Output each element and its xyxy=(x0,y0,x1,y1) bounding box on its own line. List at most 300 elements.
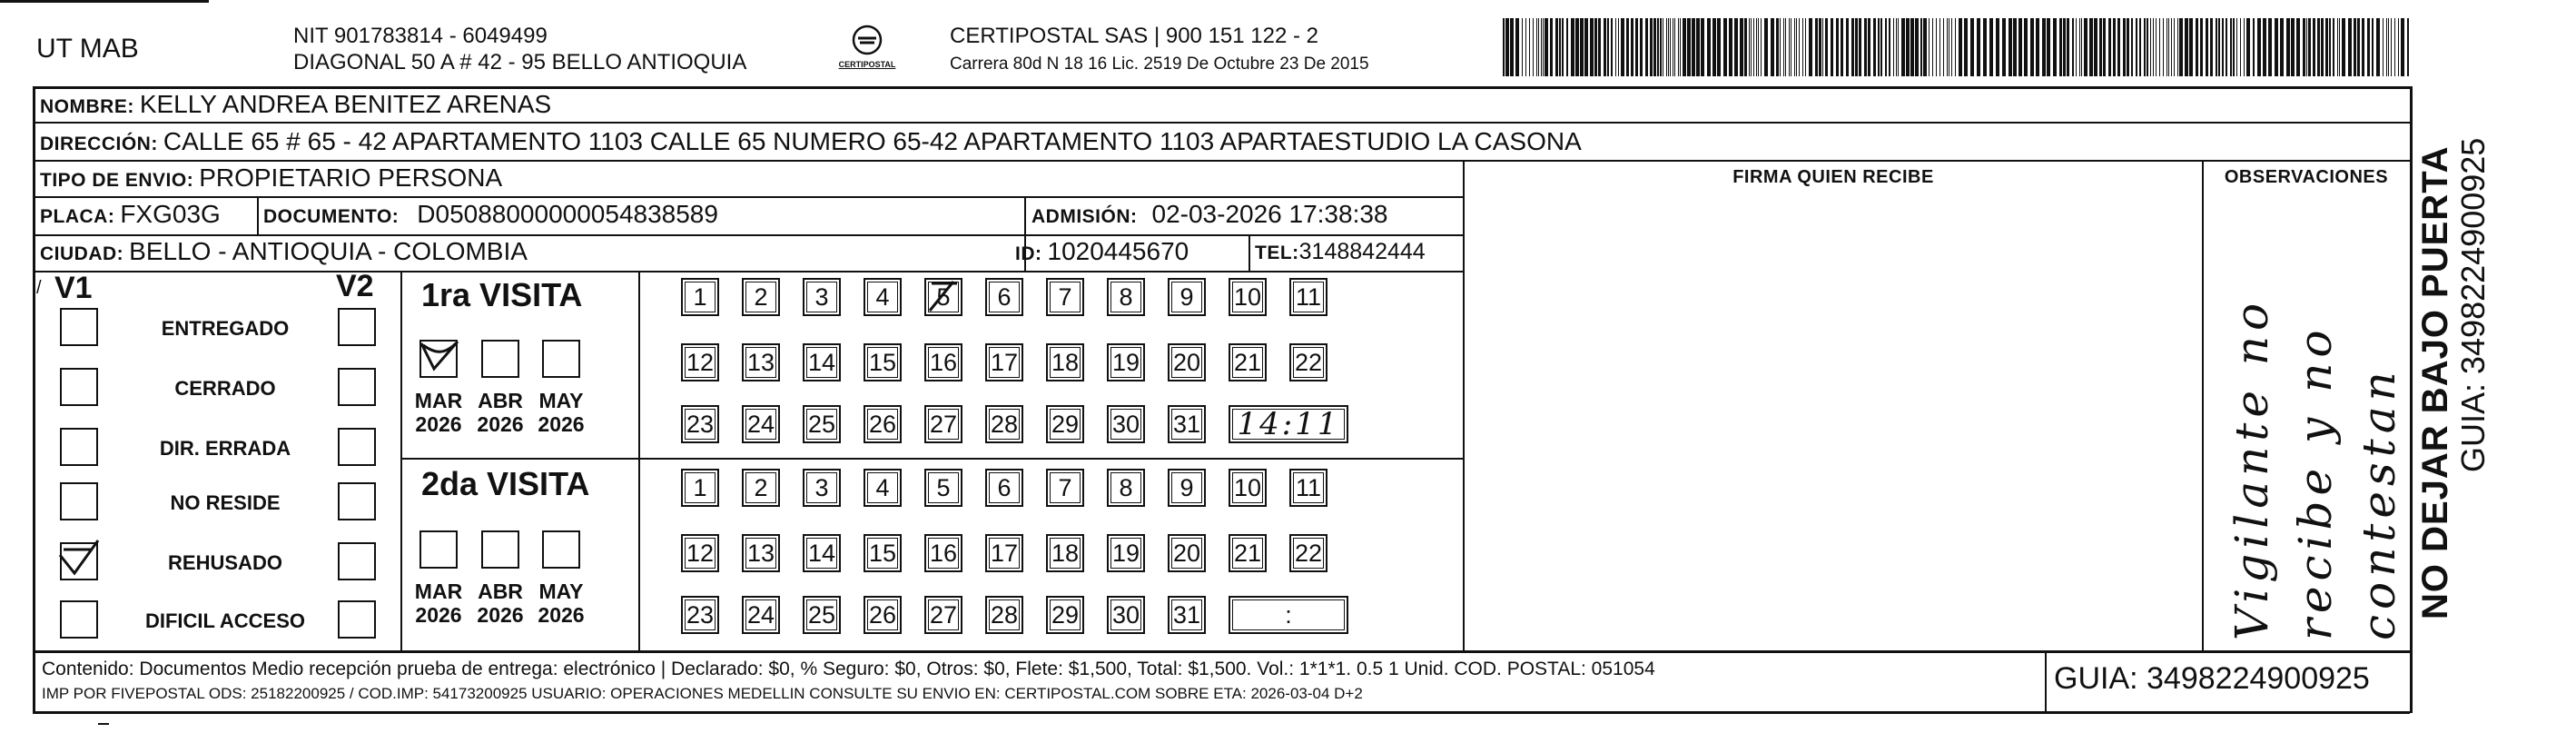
day-box[interactable] xyxy=(1046,405,1084,443)
barcode-bar xyxy=(2236,18,2237,76)
v2-checkbox[interactable] xyxy=(338,542,376,580)
barcode-bar xyxy=(1864,18,1867,76)
day-number: 29 xyxy=(1051,410,1080,438)
day-box[interactable] xyxy=(1107,278,1145,316)
barcode-bar xyxy=(1723,18,1727,76)
day-box[interactable] xyxy=(864,596,902,634)
barcode-bar xyxy=(1819,18,1821,76)
day-number: 6 xyxy=(997,473,1012,501)
day-mark-icon xyxy=(926,280,962,312)
day-number: 1 xyxy=(693,282,707,311)
barcode-bar xyxy=(2296,18,2300,76)
observaciones-header: OBSERVACIONES xyxy=(2224,167,2389,187)
day-number: 26 xyxy=(868,410,897,438)
barcode-bar xyxy=(1802,18,1803,76)
day-number: 20 xyxy=(1172,539,1201,567)
barcode-bar xyxy=(2081,18,2082,76)
month-checkbox[interactable] xyxy=(419,340,458,378)
barcode-bar xyxy=(2398,18,2399,76)
barcode-bar xyxy=(2189,18,2193,76)
day-box[interactable] xyxy=(864,343,902,381)
barcode-bar xyxy=(2291,18,2295,76)
barcode-bar xyxy=(1885,18,1887,76)
day-number: 20 xyxy=(1172,348,1201,376)
day-box[interactable] xyxy=(1289,343,1327,381)
day-number: 18 xyxy=(1051,539,1080,567)
barcode-bar xyxy=(2329,18,2331,76)
day-number: 25 xyxy=(807,410,836,438)
barcode xyxy=(1503,18,2411,76)
day-number: 4 xyxy=(875,282,890,311)
barcode-bar xyxy=(2030,18,2034,76)
day-box[interactable] xyxy=(924,534,962,572)
time-value: : xyxy=(1285,600,1292,629)
barcode-bar xyxy=(2159,18,2160,76)
month-checkbox[interactable] xyxy=(481,530,519,569)
barcode-bar xyxy=(2240,18,2241,76)
day-box[interactable] xyxy=(1107,596,1145,634)
barcode-bar xyxy=(1503,18,1505,76)
ciudad-label: CIUDAD: xyxy=(40,243,124,264)
day-box[interactable] xyxy=(985,343,1023,381)
barcode-bar xyxy=(1771,18,1774,76)
company-address: DIAGONAL 50 A # 42 - 95 BELLO ANTIOQUIA xyxy=(293,50,747,74)
barcode-bar xyxy=(1893,18,1894,76)
barcode-bar xyxy=(2059,18,2062,76)
barcode-bar xyxy=(2018,18,2022,76)
status-label: REHUSADO xyxy=(168,551,282,574)
day-box[interactable] xyxy=(985,405,1023,443)
barcode-bar xyxy=(1822,18,1823,76)
status-label: NO RESIDE xyxy=(170,491,281,514)
day-box[interactable] xyxy=(864,405,902,443)
v1-checkbox[interactable] xyxy=(60,368,98,406)
barcode-bar xyxy=(1996,18,1999,76)
barcode-bar xyxy=(1815,18,1818,76)
barcode-bar xyxy=(1683,18,1686,76)
footer-imp-line: IMP POR FIVEPOSTAL ODS: 25182200925 / COD.IMP: 54173200925 USUARIO: OPERACIONES MEDELLIN CONSULTE SU ENVIO EN: CERTIPOSTAL.COM SOBRE ETA: 2026-03-04 D+2 xyxy=(42,685,1363,702)
barcode-bar xyxy=(1983,18,1987,76)
v2-checkbox[interactable] xyxy=(338,600,376,639)
month-year: 2026 xyxy=(415,603,462,627)
barcode-bar xyxy=(1678,18,1679,76)
note-line-3: contestan xyxy=(2353,366,2405,640)
day-box[interactable] xyxy=(1107,343,1145,381)
barcode-bar xyxy=(1584,18,1588,76)
day-box[interactable] xyxy=(985,596,1023,634)
barcode-bar xyxy=(1729,18,1732,76)
day-number: 5 xyxy=(936,282,951,311)
day-number: 19 xyxy=(1111,348,1140,376)
day-box[interactable] xyxy=(803,596,841,634)
barcode-bar xyxy=(2168,18,2169,76)
barcode-bar xyxy=(2053,18,2057,76)
day-box[interactable] xyxy=(742,343,780,381)
v1-checkbox[interactable] xyxy=(60,542,98,580)
barcode-bar xyxy=(1618,18,1619,76)
barcode-bar xyxy=(2222,18,2224,76)
note-line-2: recibe y no xyxy=(2289,324,2342,640)
day-box[interactable] xyxy=(924,469,962,507)
day-box[interactable] xyxy=(1107,405,1145,443)
barcode-bar xyxy=(2008,18,2012,76)
barcode-bar xyxy=(1929,18,1930,76)
day-number: 11 xyxy=(1295,473,1322,501)
time-box[interactable] xyxy=(1229,405,1348,443)
day-box[interactable] xyxy=(1107,469,1145,507)
day-box[interactable] xyxy=(864,469,902,507)
barcode-bar xyxy=(2306,18,2307,76)
v2-checkbox[interactable] xyxy=(338,368,376,406)
day-box[interactable] xyxy=(985,278,1023,316)
day-box[interactable] xyxy=(1168,534,1206,572)
barcode-bar xyxy=(1631,18,1633,76)
admision-label: ADMISIÓN: xyxy=(1031,206,1138,227)
day-box[interactable] xyxy=(1229,534,1267,572)
day-number: 9 xyxy=(1179,473,1194,501)
barcode-bar xyxy=(1901,18,1905,76)
barcode-bar xyxy=(1692,18,1695,76)
barcode-bar xyxy=(2246,18,2250,76)
day-box[interactable] xyxy=(924,278,962,316)
month-checkbox[interactable] xyxy=(542,530,580,569)
day-box[interactable] xyxy=(681,596,719,634)
barcode-bar xyxy=(2174,18,2175,76)
day-box[interactable] xyxy=(803,405,841,443)
barcode-bar xyxy=(1889,18,1890,76)
v2-checkbox[interactable] xyxy=(338,308,376,346)
month-name: MAR xyxy=(414,580,463,603)
day-number: 23 xyxy=(686,410,715,438)
field-documento xyxy=(263,200,718,229)
month-checkbox[interactable] xyxy=(481,340,519,378)
observaciones-note xyxy=(2220,250,2420,640)
day-box[interactable] xyxy=(924,405,962,443)
barcode-bar xyxy=(1951,18,1952,76)
side-guia: GUIA: 3498224900925 xyxy=(2454,137,2492,472)
barcode-bar xyxy=(1910,18,1914,76)
month-name: ABR xyxy=(478,389,523,412)
barcode-bar xyxy=(2127,18,2129,76)
time-box[interactable] xyxy=(1229,596,1348,634)
company-name: UT MAB xyxy=(36,34,139,64)
barcode-bar xyxy=(2076,18,2077,76)
day-box[interactable] xyxy=(1046,534,1084,572)
month-year: 2026 xyxy=(538,603,585,627)
barcode-bar xyxy=(2280,18,2284,76)
day-number: 14 xyxy=(807,539,836,567)
barcode-bar xyxy=(1538,18,1539,76)
barcode-bar xyxy=(2325,18,2328,76)
day-box[interactable] xyxy=(1168,405,1206,443)
day-box[interactable] xyxy=(985,469,1023,507)
barcode-bar xyxy=(1855,18,1858,76)
day-box[interactable] xyxy=(681,343,719,381)
day-box[interactable] xyxy=(681,534,719,572)
day-number: 31 xyxy=(1172,410,1201,438)
day-box[interactable] xyxy=(985,534,1023,572)
barcode-bar xyxy=(2166,18,2167,76)
day-box[interactable] xyxy=(742,405,780,443)
barcode-bar xyxy=(2024,18,2028,76)
barcode-bar xyxy=(1799,18,1800,76)
barcode-bar xyxy=(1615,18,1616,76)
day-box[interactable] xyxy=(1289,278,1327,316)
day-number: 2 xyxy=(754,473,768,501)
barcode-bar xyxy=(1939,18,1940,76)
day-box[interactable] xyxy=(681,469,719,507)
barcode-bar xyxy=(2147,18,2148,76)
month-checkbox[interactable] xyxy=(419,530,458,569)
check-mark-icon xyxy=(56,537,102,579)
day-number: 25 xyxy=(807,600,836,629)
barcode-bar xyxy=(1505,18,1509,76)
day-number: 2 xyxy=(754,282,768,311)
barcode-bar xyxy=(2337,18,2338,76)
v1-checkbox[interactable] xyxy=(60,482,98,520)
v1-checkbox[interactable] xyxy=(60,308,98,346)
field-id xyxy=(1015,237,1189,266)
barcode-bar xyxy=(1756,18,1757,76)
day-box[interactable] xyxy=(1229,469,1267,507)
barcode-bar xyxy=(2156,18,2157,76)
barcode-bar xyxy=(2391,18,2392,76)
barcode-bar xyxy=(1545,18,1548,76)
day-box[interactable] xyxy=(924,343,962,381)
v2-label: V2 xyxy=(336,269,374,303)
barcode-bar xyxy=(2144,18,2146,76)
day-box[interactable] xyxy=(742,278,780,316)
barcode-bar xyxy=(2139,18,2141,76)
barcode-bar xyxy=(1566,18,1568,76)
barcode-bar xyxy=(1836,18,1839,76)
barcode-bar xyxy=(2244,18,2245,76)
barcode-bar xyxy=(1878,18,1880,76)
barcode-bar xyxy=(1809,18,1812,76)
day-box[interactable] xyxy=(803,469,841,507)
barcode-bar xyxy=(1598,18,1601,76)
barcode-bar xyxy=(2321,18,2324,76)
field-placa xyxy=(40,200,221,229)
day-box[interactable] xyxy=(1168,469,1206,507)
barcode-bar xyxy=(1964,18,1968,76)
company-nit: NIT 901783814 - 6049499 xyxy=(293,24,548,48)
day-box[interactable] xyxy=(1168,343,1206,381)
barcode-bar xyxy=(1604,18,1606,76)
month-year: 2026 xyxy=(477,412,524,436)
day-box[interactable] xyxy=(1168,278,1206,316)
bottom-tick xyxy=(98,723,109,725)
id-value: 1020445670 xyxy=(1047,237,1189,265)
v1-checkbox[interactable] xyxy=(60,600,98,639)
day-box[interactable] xyxy=(1168,596,1206,634)
day-box[interactable] xyxy=(681,405,719,443)
barcode-bar xyxy=(2367,18,2370,76)
day-box[interactable] xyxy=(742,534,780,572)
day-box[interactable] xyxy=(803,278,841,316)
barcode-bar xyxy=(1749,18,1750,76)
month-label xyxy=(529,389,593,436)
day-box[interactable] xyxy=(1046,278,1084,316)
barcode-bar xyxy=(2388,18,2389,76)
day-box[interactable] xyxy=(803,534,841,572)
barcode-bar xyxy=(2079,18,2080,76)
barcode-bar xyxy=(1977,18,1980,76)
barcode-bar xyxy=(1529,18,1530,76)
barcode-bar xyxy=(1846,18,1849,76)
day-number: 4 xyxy=(875,473,890,501)
barcode-bar xyxy=(2230,18,2232,76)
firma-header: FIRMA QUIEN RECIBE xyxy=(1732,167,1934,187)
day-box[interactable] xyxy=(803,343,841,381)
month-name: MAY xyxy=(538,580,584,603)
day-number: 19 xyxy=(1111,539,1140,567)
day-box[interactable] xyxy=(864,534,902,572)
status-label: CERRADO xyxy=(174,377,276,400)
barcode-bar xyxy=(2196,18,2198,76)
day-box[interactable] xyxy=(924,596,962,634)
barcode-bar xyxy=(1653,18,1656,76)
v2-checkbox[interactable] xyxy=(338,482,376,520)
day-number: 23 xyxy=(686,600,715,629)
day-number: 13 xyxy=(746,539,775,567)
barcode-bar xyxy=(1783,18,1784,76)
barcode-bar xyxy=(2047,18,2050,76)
barcode-bar xyxy=(2123,18,2126,76)
day-number: 16 xyxy=(929,348,958,376)
day-box[interactable] xyxy=(742,596,780,634)
barcode-bar xyxy=(2348,18,2352,76)
day-box[interactable] xyxy=(1046,343,1084,381)
v1-tick-mark: / xyxy=(36,278,42,298)
day-number: 22 xyxy=(1294,348,1323,376)
footer-guia: GUIA: 3498224900925 xyxy=(2054,661,2370,696)
barcode-bar xyxy=(2163,18,2164,76)
barcode-bar xyxy=(1550,18,1553,76)
month-label xyxy=(469,389,532,436)
barcode-bar xyxy=(1880,18,1882,76)
barcode-bar xyxy=(1734,18,1738,76)
day-number: 7 xyxy=(1058,282,1072,311)
barcode-bar xyxy=(1607,18,1609,76)
month-name: MAY xyxy=(538,389,584,412)
barcode-bar xyxy=(1533,18,1534,76)
placa-label: PLACA: xyxy=(40,206,115,227)
day-number: 6 xyxy=(997,282,1012,311)
day-box[interactable] xyxy=(1107,534,1145,572)
footer-content-line: Contenido: Documentos Medio recepción prueba de entrega: electrónico | Declarado: $0, % Seguro: $0, Otros: $0, Flete: $1,500, Total: $1,500. Vol.: 1*1*1. 0.5 1 Unid. COD. POSTAL: 051054 xyxy=(42,659,1655,679)
day-box[interactable] xyxy=(1046,596,1084,634)
month-checkbox[interactable] xyxy=(542,340,580,378)
nombre-value: KELLY ANDREA BENITEZ ARENAS xyxy=(139,90,552,118)
barcode-bar xyxy=(2333,18,2334,76)
barcode-bar xyxy=(2401,18,2404,76)
day-number: 30 xyxy=(1111,600,1140,629)
barcode-bar xyxy=(1906,18,1910,76)
day-number: 13 xyxy=(746,348,775,376)
barcode-bar xyxy=(2136,18,2137,76)
barcode-bar xyxy=(1668,18,1669,76)
barcode-bar xyxy=(1522,18,1523,76)
day-number: 1 xyxy=(693,473,707,501)
barcode-bar xyxy=(2113,18,2116,76)
v2-checkbox[interactable] xyxy=(338,428,376,466)
barcode-bar xyxy=(1898,18,1899,76)
barcode-bar xyxy=(2171,18,2172,76)
day-box[interactable] xyxy=(1229,343,1267,381)
day-number: 10 xyxy=(1233,473,1262,501)
day-box[interactable] xyxy=(864,278,902,316)
day-number: 21 xyxy=(1233,348,1262,376)
day-box[interactable] xyxy=(681,278,719,316)
barcode-bar xyxy=(2394,18,2395,76)
barcode-bar xyxy=(1751,18,1752,76)
second-visit-title: 2da VISITA xyxy=(421,465,590,502)
field-admision xyxy=(1031,200,1388,229)
barcode-bar xyxy=(1989,18,1993,76)
barcode-bar xyxy=(1650,18,1653,76)
barcode-bar xyxy=(1712,18,1716,76)
barcode-bar xyxy=(1859,18,1861,76)
day-number: 3 xyxy=(814,282,829,311)
barcode-bar xyxy=(2386,18,2387,76)
month-name: MAR xyxy=(414,389,463,412)
barcode-bar xyxy=(2216,18,2217,76)
barcode-bar xyxy=(2200,18,2203,76)
barcode-bar xyxy=(1776,18,1779,76)
barcode-bar xyxy=(1780,18,1781,76)
barcode-bar xyxy=(2407,18,2409,76)
barcode-bar xyxy=(1657,18,1659,76)
barcode-bar xyxy=(1831,18,1833,76)
day-number: 21 xyxy=(1233,539,1262,567)
day-box[interactable] xyxy=(742,469,780,507)
day-number: 10 xyxy=(1233,282,1262,311)
day-box[interactable] xyxy=(1229,278,1267,316)
month-label xyxy=(529,580,593,627)
barcode-bar xyxy=(1543,18,1544,76)
day-number: 12 xyxy=(686,348,715,376)
day-number: 15 xyxy=(868,348,897,376)
barcode-bar xyxy=(2362,18,2364,76)
field-direccion xyxy=(40,127,1582,156)
field-tel xyxy=(1255,239,1426,265)
day-number: 26 xyxy=(868,600,897,629)
day-box[interactable] xyxy=(1289,534,1327,572)
barcode-bar xyxy=(1753,18,1754,76)
barcode-bar xyxy=(2275,18,2278,76)
barcode-icon xyxy=(1503,18,2411,76)
barcode-bar xyxy=(1873,18,1876,76)
barcode-bar xyxy=(2303,18,2305,76)
barcode-bar xyxy=(1680,18,1681,76)
barcode-bar xyxy=(1611,18,1613,76)
barcode-bar xyxy=(1696,18,1700,76)
barcode-bar xyxy=(2131,18,2133,76)
direccion-value: CALLE 65 # 65 - 42 APARTAMENTO 1103 CALLE 65 NUMERO 65-42 APARTAMENTO 1103 APARTAESTUDIO LA CASONA xyxy=(163,127,1582,155)
barcode-bar xyxy=(1805,18,1806,76)
barcode-bar xyxy=(1562,18,1564,76)
day-number: 27 xyxy=(929,410,958,438)
barcode-bar xyxy=(1955,18,1956,76)
barcode-bar xyxy=(1868,18,1870,76)
barcode-bar xyxy=(1825,18,1828,76)
day-box[interactable] xyxy=(1289,469,1327,507)
barcode-bar xyxy=(1660,18,1662,76)
logo-text: CERTIPOSTAL xyxy=(838,60,896,69)
v1-checkbox[interactable] xyxy=(60,428,98,466)
day-box[interactable] xyxy=(1046,469,1084,507)
